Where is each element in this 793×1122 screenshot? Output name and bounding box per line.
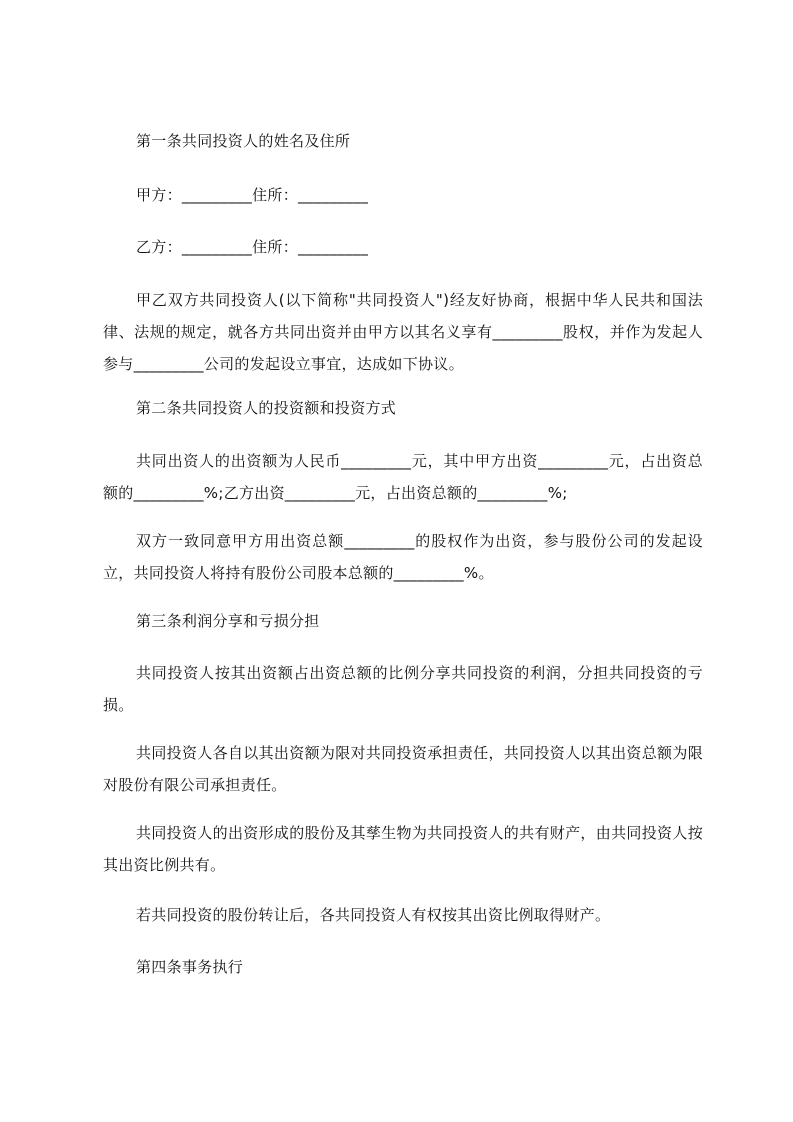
equity-contribution-paragraph: 双方一致同意甲方用出资总额_________的股权作为出资，参与股份公司的发起设立，共同投资人将持有股份公司股本总额的_________%。	[103, 532, 703, 582]
share-transfer-paragraph: 若共同投资的股份转让后，各共同投资人有权按其出资比例取得财产。	[136, 906, 611, 924]
article-2-heading: 第二条共同投资人的投资额和投资方式	[136, 399, 397, 417]
investment-amount-paragraph: 共同出资人的出资额为人民币_________元，其中甲方出资_________元，占出资总额的_________%;乙方出资_________元，占出资总额的_________%;	[103, 452, 703, 502]
article-3-heading: 第三条利润分享和亏损分担	[136, 612, 320, 630]
article-1-heading: 第一条共同投资人的姓名及住所	[136, 132, 351, 150]
profit-sharing-paragraph: 共同投资人按其出资额占出资总额的比例分享共同投资的利润，分担共同投资的亏损。	[103, 664, 703, 714]
party-b-line: 乙方：_________住所：_________	[136, 238, 369, 256]
article-4-heading: 第四条事务执行	[136, 958, 244, 976]
joint-property-paragraph: 共同投资人的出资形成的股份及其孳生物为共同投资人的共有财产，由共同投资人按其出资比例共有。	[103, 824, 703, 874]
liability-paragraph: 共同投资人各自以其出资额为限对共同投资承担责任，共同投资人以其出资总额为限对股份有限公司承担责任。	[103, 744, 703, 794]
preamble-paragraph: 甲乙双方共同投资人(以下简称"共同投资人")经友好协商，根据中华人民共和国法律、法规的规定，就各方共同出资并由甲方以其名义享有_________股权，并作为发起人参与_________公司的发起设立事宜，达成如下协议。	[103, 291, 703, 373]
party-a-line: 甲方：_________住所：_________	[136, 186, 369, 204]
